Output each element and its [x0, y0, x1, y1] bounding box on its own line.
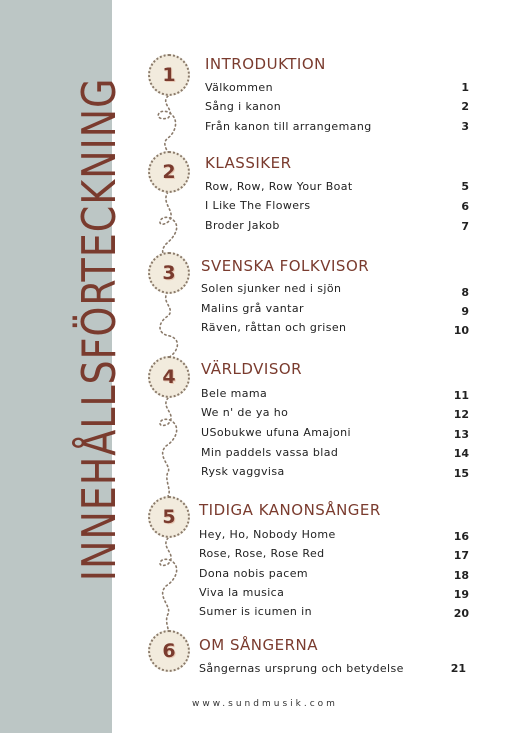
toc-item-page: 2	[461, 100, 469, 113]
toc-item-title[interactable]: Row, Row, Row Your Boat	[205, 180, 353, 193]
toc-item-page: 7	[461, 220, 469, 233]
toc-item-title[interactable]: Sumer is icumen in	[199, 605, 312, 618]
toc-item-title[interactable]: Välkommen	[205, 81, 273, 94]
toc-item-title[interactable]: USobukwe ufuna Amajoni	[201, 426, 351, 439]
toc-item-page: 8	[461, 286, 469, 299]
section-3-number: 3	[162, 262, 176, 284]
footer-website[interactable]: www.sundmusik.com	[192, 699, 338, 709]
toc-item-title[interactable]: Dona nobis pacem	[199, 567, 309, 580]
section-6-title: OM SÅNGERNA	[199, 636, 319, 654]
toc-item-page: 19	[453, 588, 469, 601]
section-5-badge	[148, 496, 190, 538]
section-4-title: VÄRLDVISOR	[201, 360, 303, 378]
toc-item-title[interactable]: Broder Jakob	[205, 219, 280, 232]
section-6-badge	[148, 630, 190, 672]
section-1-badge	[148, 54, 190, 96]
toc-item-page: 17	[453, 549, 469, 562]
section-4-badge	[148, 356, 190, 398]
toc-item-title[interactable]: Rysk vaggvisa	[201, 465, 285, 478]
toc-item-page: 16	[453, 530, 469, 543]
toc-item-title[interactable]: Bele mama	[201, 387, 268, 400]
section-2-number: 2	[162, 161, 176, 183]
toc-item-title[interactable]: Min paddels vassa blad	[201, 446, 339, 459]
toc-item-page: 18	[453, 569, 469, 582]
section-6-number: 6	[162, 640, 176, 662]
section-3-badge	[148, 252, 190, 294]
section-1-title: INTRODUKTION	[205, 55, 326, 73]
toc-item-title[interactable]: Solen sjunker ned i sjön	[201, 282, 342, 295]
toc-item-page: 21	[450, 662, 466, 675]
section-2-badge	[148, 151, 190, 193]
toc-item-title[interactable]: Sång i kanon	[205, 100, 282, 113]
toc-item-page: 13	[453, 428, 469, 441]
page-title: INNEHÅLLSFÖRTECKNING	[72, 77, 126, 582]
toc-item-title[interactable]: Från kanon till arrangemang	[205, 120, 372, 133]
section-1-number: 1	[162, 64, 176, 86]
section-2-title: KLASSIKER	[205, 154, 292, 172]
toc-item-page: 9	[461, 305, 469, 318]
toc-item-page: 10	[453, 324, 469, 337]
toc-item-title[interactable]: Räven, råttan och grisen	[201, 321, 347, 334]
toc-item-page: 1	[461, 81, 469, 94]
section-3-title: SVENSKA FOLKVISOR	[201, 257, 370, 275]
section-5-number: 5	[162, 506, 176, 528]
toc-item-page: 14	[453, 447, 469, 460]
toc-item-page: 3	[461, 120, 469, 133]
toc-item-page: 15	[453, 467, 469, 480]
toc-item-title[interactable]: Hey, Ho, Nobody Home	[199, 528, 336, 541]
toc-item-page: 20	[453, 607, 469, 620]
toc-item-title[interactable]: Viva la musica	[199, 586, 285, 599]
toc-item-title[interactable]: Rose, Rose, Rose Red	[199, 547, 325, 560]
section-5-title: TIDIGA KANONSÅNGER	[199, 501, 381, 519]
toc-item-title[interactable]: I Like The Flowers	[205, 199, 311, 212]
toc-item-title[interactable]: Sångernas ursprung och betydelse	[199, 662, 404, 675]
section-4-number: 4	[162, 366, 176, 388]
toc-item-title[interactable]: Malins grå vantar	[201, 302, 304, 315]
toc-item-page: 11	[453, 389, 469, 402]
toc-item-page: 6	[461, 200, 469, 213]
toc-item-title[interactable]: We n' de ya ho	[201, 406, 289, 419]
toc-item-page: 12	[453, 408, 469, 421]
toc-item-page: 5	[461, 180, 469, 193]
